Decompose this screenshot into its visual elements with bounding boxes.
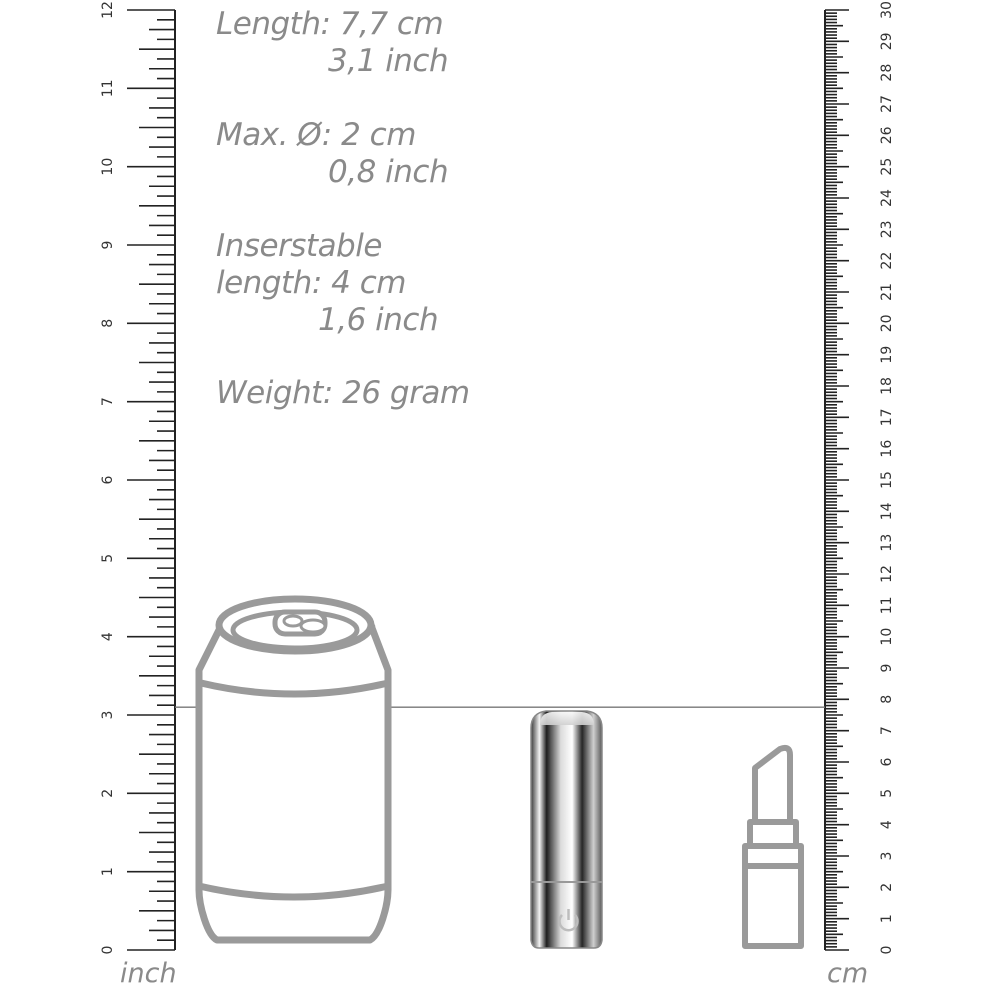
cm-ruler-tick-label: 28 (879, 63, 895, 82)
inch-ruler-tick-label: 10 (100, 157, 116, 176)
diameter-inch-spec: 0,8 inch (328, 154, 449, 190)
cm-ruler-tick-label: 6 (879, 757, 895, 767)
inch-ruler-tick-labels (100, 1, 116, 954)
cm-ruler-tick-label: 17 (879, 408, 895, 427)
inch-ruler-tick-label: 2 (100, 788, 116, 798)
insertable-spec-line2: length: 4 cm (216, 265, 406, 301)
inch-ruler-tick-label: 12 (100, 1, 116, 19)
inch-unit-label: inch (120, 958, 177, 989)
cm-ruler-tick-label: 18 (879, 377, 895, 395)
cm-ruler-tick-label: 16 (879, 439, 895, 458)
cm-ruler-tick-label: 8 (879, 694, 895, 704)
weight-spec: Weight: 26 gram (216, 375, 470, 411)
cm-ruler-tick-label: 22 (879, 251, 895, 270)
inch-ruler-tick-label: 11 (100, 79, 116, 98)
cm-ruler-tick-label: 29 (879, 32, 895, 51)
cm-ruler-tick-label: 5 (879, 788, 895, 798)
inch-ruler-tick-label: 5 (100, 553, 116, 563)
cm-ruler (825, 1, 895, 954)
inch-ruler-ticks (127, 10, 175, 950)
cm-ruler-tick-label: 25 (879, 157, 895, 176)
inch-ruler-tick-label: 9 (100, 240, 116, 250)
insertable-inch-spec: 1,6 inch (318, 302, 439, 338)
cm-ruler-tick-label: 15 (879, 471, 895, 489)
cm-ruler-tick-label: 20 (879, 314, 895, 333)
inch-ruler-tick-label: 3 (100, 710, 116, 720)
inch-ruler-tick-label: 4 (100, 632, 116, 642)
cm-ruler-tick-label: 26 (879, 126, 895, 145)
cm-ruler-tick-label: 13 (879, 533, 895, 552)
cm-ruler-ticks (825, 10, 849, 950)
cm-ruler-tick-label: 2 (879, 882, 895, 892)
cm-ruler-tick-label: 11 (879, 596, 895, 615)
inch-ruler-tick-label: 1 (100, 867, 116, 877)
cm-ruler-tick-label: 4 (879, 820, 895, 830)
cm-unit-label: cm (827, 958, 869, 989)
cm-ruler-tick-label: 12 (879, 565, 895, 583)
cm-ruler-tick-label: 23 (879, 220, 895, 239)
cm-ruler-tick-label: 14 (879, 502, 895, 521)
cm-ruler-tick-label: 7 (879, 726, 895, 736)
lipstick-icon (745, 748, 801, 946)
cm-ruler-tick-label: 3 (879, 851, 895, 861)
length-spec: Length: 7,7 cm (216, 6, 444, 42)
bullet-vibrator-icon (531, 711, 602, 948)
inch-ruler-tick-label: 0 (100, 945, 116, 955)
cm-ruler-tick-label: 24 (879, 189, 895, 207)
length-inch-spec: 3,1 inch (328, 43, 449, 79)
cm-ruler-tick-label: 27 (879, 95, 895, 113)
diameter-spec: Max. Ø: 2 cm (216, 117, 416, 153)
cm-ruler-tick-labels (879, 1, 895, 954)
insertable-spec-line1: Inserstable (216, 228, 382, 264)
cm-ruler-tick-label: 30 (879, 1, 895, 19)
cm-ruler-tick-label: 19 (879, 345, 895, 364)
inch-ruler-tick-label: 8 (100, 318, 116, 328)
cm-ruler-tick-label: 21 (879, 283, 895, 301)
cm-ruler-tick-label: 1 (879, 914, 895, 924)
cm-ruler-tick-label: 9 (879, 663, 895, 673)
inch-ruler (100, 1, 175, 954)
inch-ruler-tick-label: 7 (100, 397, 116, 407)
cm-ruler-tick-label: 10 (879, 627, 895, 646)
inch-ruler-tick-label: 6 (100, 475, 116, 485)
cm-ruler-tick-label: 0 (879, 945, 895, 955)
soda-can-icon (199, 599, 388, 940)
